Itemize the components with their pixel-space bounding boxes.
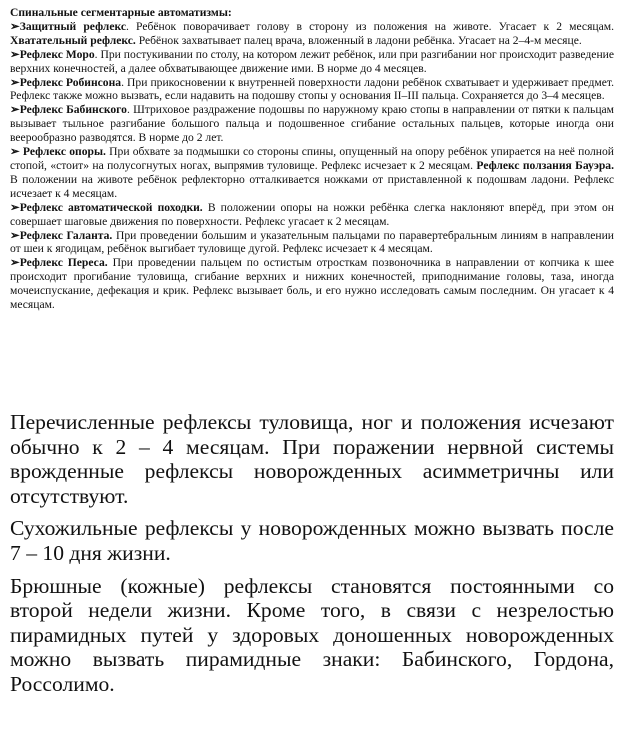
reflex-name: Рефлекс Моро xyxy=(19,47,95,61)
reflex-item: ➢ Рефлекс опоры. При обхвате за подмышки со стороны спины, опущенный на опору ребёнок упирается на неё полной стопой, «стоит» на полусогнутых ногах, выпрямив туловище. Рефлекс исчезает к 2 месяцам. Рефлекс ползания Бауэра. В положении на животе ребёнок рефлекторно отталкивается ножками от приставленной к подошвам ладони. Рефлекс исчезает к 4 месяцам. xyxy=(10,145,614,200)
reflex-name: Рефлекс автоматической походки. xyxy=(19,200,203,214)
reflex-item: ➢Рефлекс Бабинского. Штриховое раздражение подошвы по наружному краю стопы в направлении от пятки к пальцам вызывает тыльное разгибание большого пальца и подошвенное сгибание остальных пальцев, которые иногда они веерообразно разводятся. В норме до 2 лет. xyxy=(10,103,615,145)
reflex-name: Защитный рефлекс xyxy=(19,19,126,33)
reflex-name: Рефлекс Переса. xyxy=(19,256,108,270)
reflex-item: ➢Рефлекс Моро. При постукивании по столу, на котором лежит ребёнок, или при разгибании ног происходит разведение верхних конечностей, а далее обхватывающее движение ими. В норме до 4 месяцев. xyxy=(10,47,614,75)
reflex-item: ➢Рефлекс Галанта. При проведении большим и указательным пальцами по паравертебральным линиям в направлении от шеи к ягодицам, ребёнок выгибает туловище дугой. Рефлекс исчезает к 4 месяцам. xyxy=(10,228,614,256)
reflex-list-section xyxy=(10,6,614,312)
reflex-item: ➢Рефлекс Робинсона. При прикосновении к внутренней поверхности ладони ребёнок схватывает и удерживает предмет. Рефлекс также можно вызвать, если надавить на подошву стопы у основания II–III пальца. Сохраняется до 3–4 месяцев. xyxy=(10,75,615,103)
summary-paragraph: Перечисленные рефлексы туловища, ног и положения исчезают обычно к 2 – 4 месяцам. При поражении нервной системы врожденные рефлексы новорожденных асимметричны или отсутствуют. xyxy=(10,410,614,508)
reflex-name: Хватательный рефлекс. xyxy=(10,33,136,47)
reflex-name: Рефлекс ползания Бауэра. xyxy=(476,158,614,172)
reflex-name: Рефлекс опоры. xyxy=(22,145,106,159)
reflex-name: Рефлекс Бабинского xyxy=(19,103,127,117)
summary-paragraph: Брюшные (кожные) рефлексы становятся постоянными со второй недели жизни. Кроме того, в связи с незрелостью пирамидных путей у здоровых доношенных новорожденных можно вызвать пирамидные знаки: Бабинского, Гордона, Россолимо. xyxy=(10,573,614,696)
summary-section xyxy=(10,410,614,705)
reflex-item: ➢Рефлекс автоматической походки. В положении опоры на ножки ребёнка слегка наклоняют вперёд, при этом он совершает шаговые движения по поверхности. Рефлекс угасает к 2 месяцам. xyxy=(10,200,615,228)
section-title: Спинальные сегментарные автоматизмы: xyxy=(10,6,232,19)
reflex-name: Рефлекс Робинсона xyxy=(19,75,122,89)
summary-paragraph: Сухожильные рефлексы у новорожденных можно вызвать после 7 – 10 дня жизни. xyxy=(10,516,614,565)
reflex-item: ➢Защитный рефлекс. Ребёнок поворачивает голову в сторону из положения на животе. Угасает к 2 месяцам. Хватательный рефлекс. Ребёнок захватывает палец врача, вложенный в ладони ребёнка. Угасает на 2–4-м месяце. xyxy=(10,19,614,47)
reflex-item: ➢Рефлекс Переса. При проведении пальцем по остистым отросткам позвоночника в направлении от копчика к шее происходит прогибание туловища, сгибание верхних и нижних конечностей, приподнимание головы, таза, иногда мочеиспускание, дефекация и крик. Рефлекс вызывает боль, и его нужно исследовать самым последним. Он угасает к 4 месяцам. xyxy=(10,256,614,312)
reflex-name: Рефлекс Галанта. xyxy=(19,228,113,242)
